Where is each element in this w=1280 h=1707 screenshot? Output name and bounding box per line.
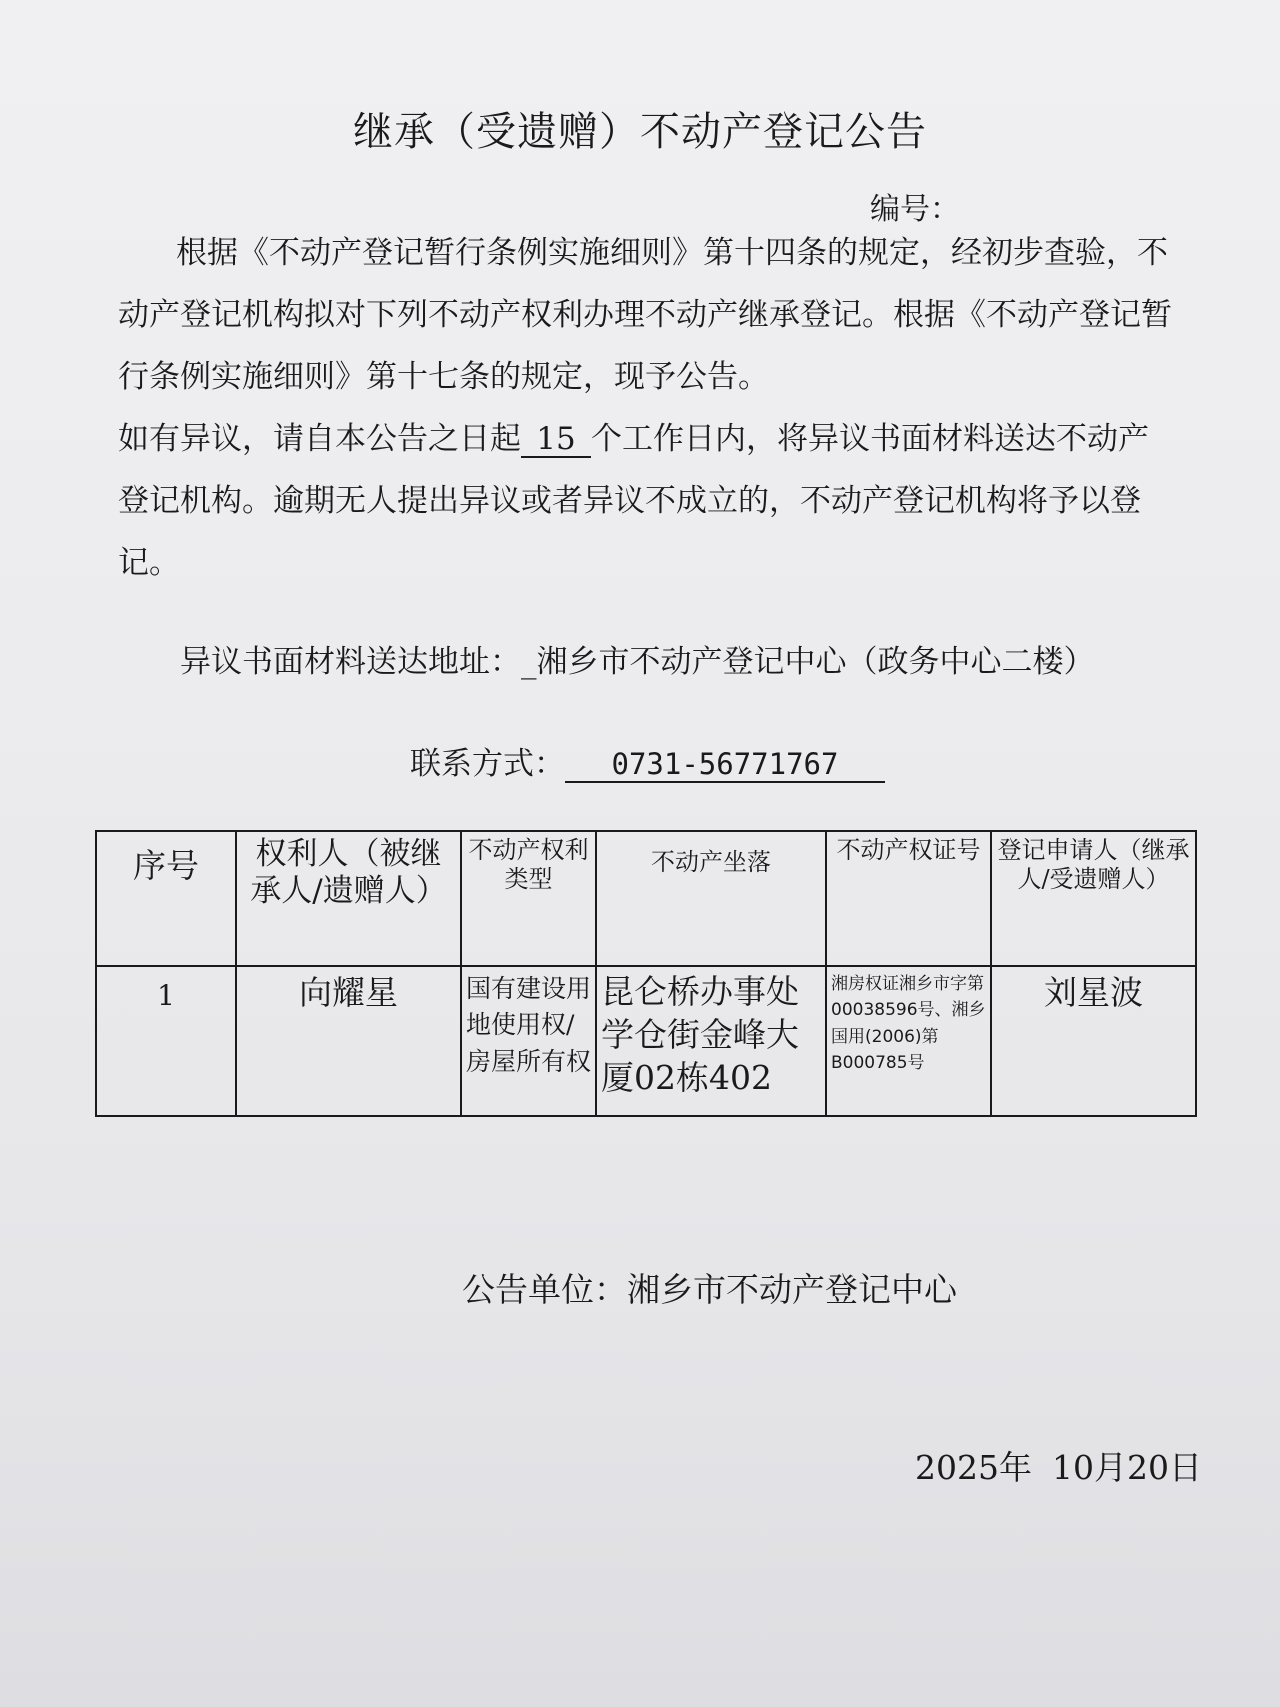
row-holder: 向耀星 xyxy=(236,966,461,1116)
header-location: 不动产坐落 xyxy=(596,831,826,966)
header-cert-no: 不动产权证号 xyxy=(826,831,991,966)
date-year: 2025年 xyxy=(915,1448,1032,1487)
contact-phone: 0731-56771767 xyxy=(565,747,885,783)
paragraph-objection xyxy=(118,408,1178,594)
header-seq: 序号 xyxy=(96,831,236,966)
table-row xyxy=(96,966,1196,1116)
objection-text-after: 个工作日内，将异议书面材料送达不动产登记机构。逾期无人提出异议或者异议不成立的，不动产登记机构将予以登记。 xyxy=(118,421,1149,581)
address-value: _湘乡市不动产登记中心（政务中心二楼） xyxy=(521,644,1095,680)
document-title: 继承（受遗赠）不动产登记公告 xyxy=(353,109,927,155)
notice-body xyxy=(118,222,1178,594)
address-label: 异议书面材料送达地址： xyxy=(180,644,521,680)
serial-number-label: 编号： xyxy=(870,192,960,227)
objection-text-before: 如有异议，请自本公告之日起 xyxy=(118,421,521,457)
header-right-type: 不动产权利类型 xyxy=(461,831,596,966)
registry-table xyxy=(95,830,1197,1117)
row-applicant: 刘星波 xyxy=(991,966,1196,1116)
objection-days: 15 xyxy=(521,422,591,458)
row-seq: 1 xyxy=(96,966,236,1116)
objection-address xyxy=(108,640,1183,684)
row-location: 昆仑桥办事处学仓街金峰大厦02栋402 xyxy=(596,966,826,1116)
header-holder: 权利人（被继承人/遗赠人） xyxy=(236,831,461,966)
contact-info xyxy=(410,738,885,783)
issuing-unit: 公告单位：湘乡市不动产登记中心 xyxy=(462,1270,957,1309)
header-applicant: 登记申请人（继承人/受遗赠人） xyxy=(991,831,1196,966)
date-month-day: 10月20日 xyxy=(1051,1448,1202,1487)
contact-label: 联系方式： xyxy=(410,746,565,782)
paragraph-legal-basis: 根据《不动产登记暂行条例实施细则》第十四条的规定，经初步查验，不动产登记机构拟对下列不动产权利办理不动产继承登记。根据《不动产登记暂行条例实施细则》第十七条的规定，现予公告。 xyxy=(118,235,1172,395)
row-right-type: 国有建设用地使用权/房屋所有权 xyxy=(461,966,596,1116)
row-cert-no: 湘房权证湘乡市字第00038596号、湘乡国用(2006)第B000785号 xyxy=(826,966,991,1116)
notice-date xyxy=(915,1442,1222,1489)
table-header-row xyxy=(96,831,1196,966)
